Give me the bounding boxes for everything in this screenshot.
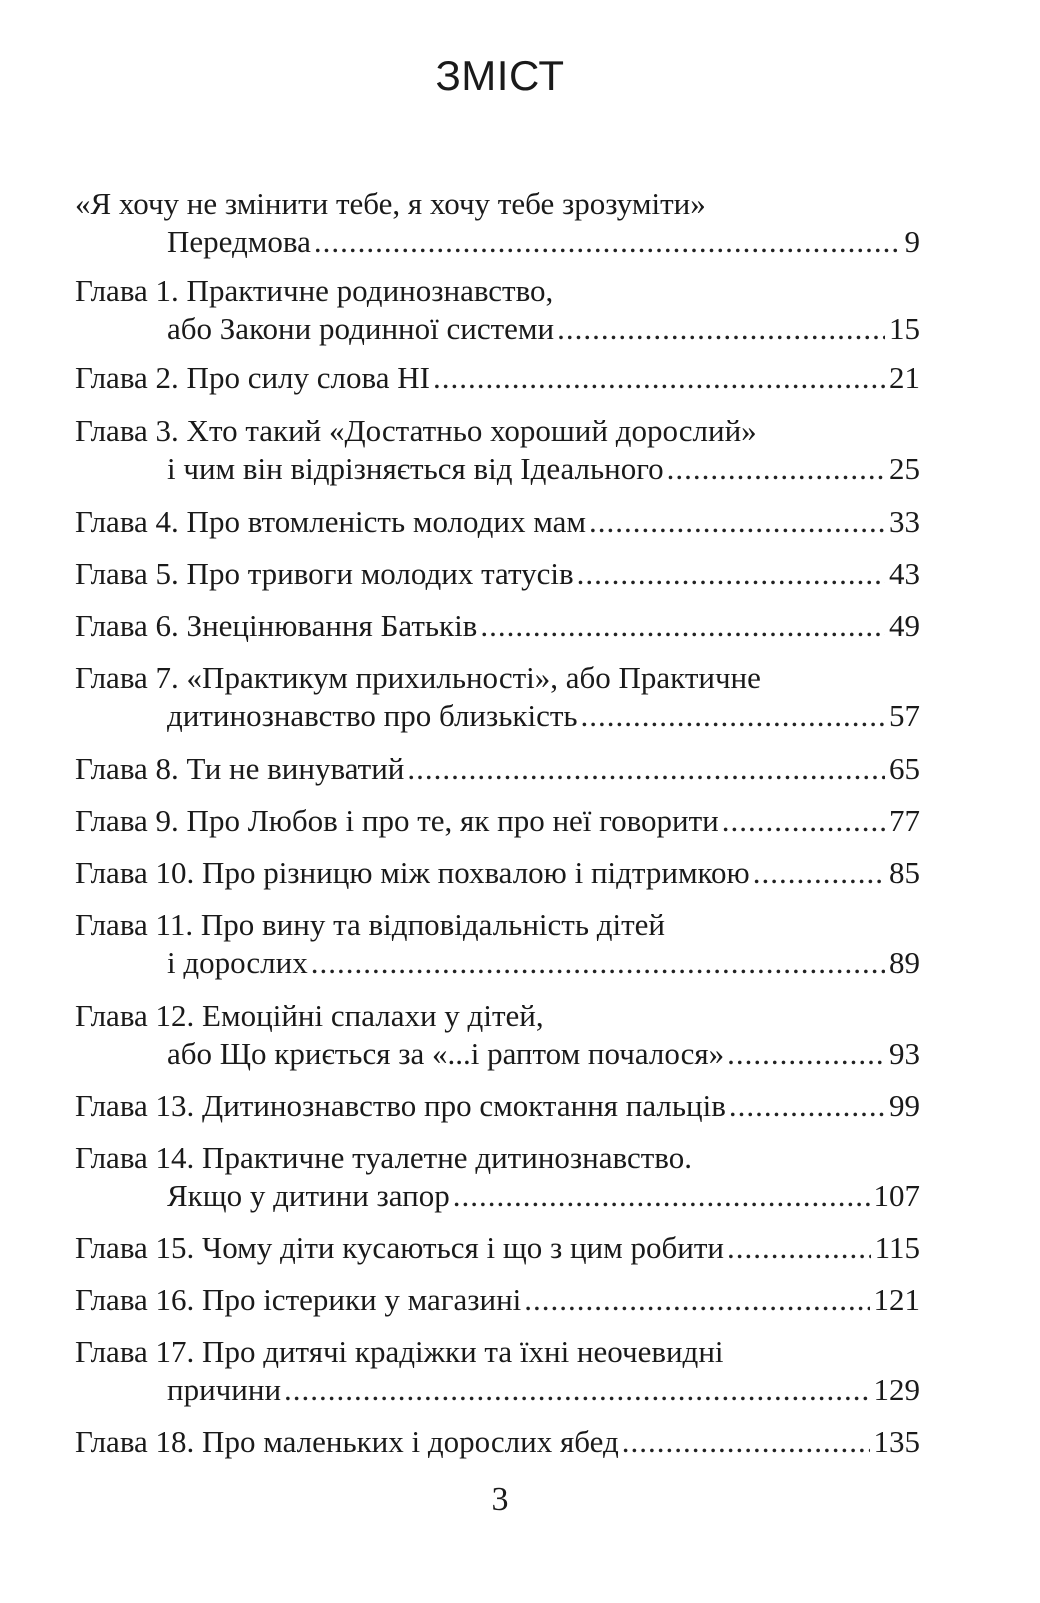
toc-entry-text: Глава 4. Про втомленість молодих мам — [75, 504, 587, 539]
toc-page-number: 129 — [873, 1372, 920, 1407]
toc-page-number: 77 — [889, 803, 920, 838]
toc-entry-text: дитинознавство про близькість — [167, 698, 578, 733]
toc-entry-text: Глава 15. Чому діти кусаються і що з цим робити — [75, 1230, 725, 1265]
toc-entry-subtitle — [75, 697, 920, 735]
toc-entry — [75, 1423, 920, 1461]
toc-entry-heading — [75, 1281, 920, 1319]
toc-entry-heading — [75, 555, 920, 593]
dot-leader — [314, 223, 901, 261]
toc-entry — [75, 997, 920, 1073]
toc-page-number: 135 — [873, 1424, 920, 1459]
dot-leader — [453, 1177, 870, 1215]
toc-entry — [75, 854, 920, 892]
toc-page-number: 25 — [889, 451, 920, 486]
toc-page-number: 65 — [889, 751, 920, 786]
dot-leader — [480, 607, 885, 645]
toc-entry-subtitle — [75, 1035, 920, 1073]
toc-entry-heading — [75, 272, 920, 310]
toc-page-number: 15 — [889, 311, 920, 346]
toc-entry-text: Глава 10. Про різницю між похвалою і підтримкою — [75, 855, 750, 890]
dot-leader — [667, 450, 885, 488]
toc-page-number: 33 — [889, 504, 920, 539]
toc-entry-text: і дорослих — [167, 945, 308, 980]
toc-entry-subtitle — [75, 310, 920, 348]
dot-leader — [622, 1423, 870, 1461]
toc-entry-text: Глава 1. Практичне родинознавство, — [75, 273, 554, 308]
toc-entry-text: Глава 2. Про силу слова НІ — [75, 360, 430, 395]
toc-entry-heading — [75, 1333, 920, 1371]
toc-entry-heading — [75, 997, 920, 1035]
page-number: 3 — [491, 1481, 509, 1518]
toc-entry-heading — [75, 1423, 920, 1461]
toc-entry-heading — [75, 185, 920, 223]
toc-entry-heading — [75, 359, 920, 397]
dot-leader — [589, 503, 885, 541]
dot-leader — [284, 1371, 869, 1409]
toc-page-number: 99 — [889, 1088, 920, 1123]
toc-entry — [75, 555, 920, 593]
toc-entry-heading — [75, 854, 920, 892]
toc-entry-text: Глава 6. Знецінювання Батьків — [75, 608, 478, 643]
toc-page-number: 115 — [874, 1230, 920, 1265]
table-of-contents — [75, 185, 920, 1461]
toc-entry — [75, 659, 920, 735]
dot-leader — [433, 359, 885, 397]
toc-entry-text: Глава 3. Хто такий «Достатньо хороший дорослий» — [75, 413, 757, 448]
toc-entry-heading — [75, 906, 920, 944]
toc-entry-heading — [75, 750, 920, 788]
toc-entry — [75, 412, 920, 488]
toc-entry-heading — [75, 802, 920, 840]
toc-page-number: 43 — [889, 556, 920, 591]
toc-entry-text: причини — [167, 1372, 282, 1407]
toc-page-number: 21 — [889, 360, 920, 395]
page-title: ЗМІСТ — [435, 52, 565, 99]
dot-leader — [577, 555, 885, 593]
toc-entry — [75, 802, 920, 840]
toc-entry-heading — [75, 659, 920, 697]
toc-entry-text: Глава 9. Про Любов і про те, як про неї говорити — [75, 803, 719, 838]
toc-entry-text: Якщо у дитини запор — [167, 1178, 450, 1213]
toc-entry-text: і чим він відрізняється від Ідеального — [167, 451, 664, 486]
toc-page-number: 57 — [889, 698, 920, 733]
toc-entry — [75, 906, 920, 982]
toc-page-number: 89 — [889, 945, 920, 980]
toc-entry-subtitle — [75, 223, 920, 261]
toc-entry — [75, 1139, 920, 1215]
toc-entry — [75, 503, 920, 541]
toc-entry-text: або Закони родинної системи — [167, 311, 555, 346]
toc-entry-text: Глава 7. «Практикум прихильності», або Практичне — [75, 660, 761, 695]
toc-entry-subtitle — [75, 450, 920, 488]
toc-entry-text: Передмова — [167, 224, 311, 259]
toc-entry-subtitle — [75, 1371, 920, 1409]
toc-entry-text: Глава 16. Про істерики у магазині — [75, 1282, 522, 1317]
toc-entry — [75, 1333, 920, 1409]
dot-leader — [729, 1087, 885, 1125]
toc-entry — [75, 185, 920, 261]
toc-entry-text: або Що криється за «...і раптом почалося» — [167, 1036, 725, 1071]
toc-page-number: 107 — [873, 1178, 920, 1213]
dot-leader — [727, 1035, 885, 1073]
dot-leader — [753, 854, 885, 892]
toc-page-number: 121 — [873, 1282, 920, 1317]
toc-entry-heading — [75, 503, 920, 541]
toc-page-number: 85 — [889, 855, 920, 890]
toc-entry-subtitle — [75, 1177, 920, 1215]
dot-leader — [557, 310, 885, 348]
dot-leader — [727, 1229, 871, 1267]
dot-leader — [581, 697, 885, 735]
toc-entry-text: Глава 17. Про дитячі крадіжки та їхні неочевидні — [75, 1334, 724, 1369]
toc-entry — [75, 1087, 920, 1125]
toc-entry-text: Глава 13. Дитинознавство про смоктання пальців — [75, 1088, 726, 1123]
toc-entry-heading — [75, 412, 920, 450]
toc-entry-heading — [75, 607, 920, 645]
dot-leader — [722, 802, 885, 840]
toc-entry — [75, 607, 920, 645]
toc-entry — [75, 750, 920, 788]
toc-entry-text: Глава 18. Про маленьких і дорослих ябед — [75, 1424, 619, 1459]
dot-leader — [524, 1281, 869, 1319]
toc-entry-text: Глава 11. Про вину та відповідальність дітей — [75, 907, 665, 942]
dot-leader — [311, 944, 885, 982]
toc-entry-text: Глава 8. Ти не винуватий — [75, 751, 405, 786]
toc-entry-heading — [75, 1087, 920, 1125]
toc-entry-text: Глава 5. Про тривоги молодих татусів — [75, 556, 574, 591]
toc-entry-text: Глава 12. Емоційні спалахи у дітей, — [75, 998, 544, 1033]
toc-entry — [75, 272, 920, 348]
toc-entry-text: «Я хочу не змінити тебе, я хочу тебе зрозуміти» — [75, 186, 706, 221]
toc-entry-text: Глава 14. Практичне туалетне дитинознавство. — [75, 1140, 692, 1175]
toc-page-number: 49 — [889, 608, 920, 643]
toc-entry — [75, 359, 920, 397]
toc-entry-subtitle — [75, 944, 920, 982]
toc-page-number: 93 — [889, 1036, 920, 1071]
toc-page-number: 9 — [904, 224, 920, 259]
toc-entry-heading — [75, 1139, 920, 1177]
toc-entry — [75, 1229, 920, 1267]
toc-entry-heading — [75, 1229, 920, 1267]
dot-leader — [407, 750, 885, 788]
toc-entry — [75, 1281, 920, 1319]
